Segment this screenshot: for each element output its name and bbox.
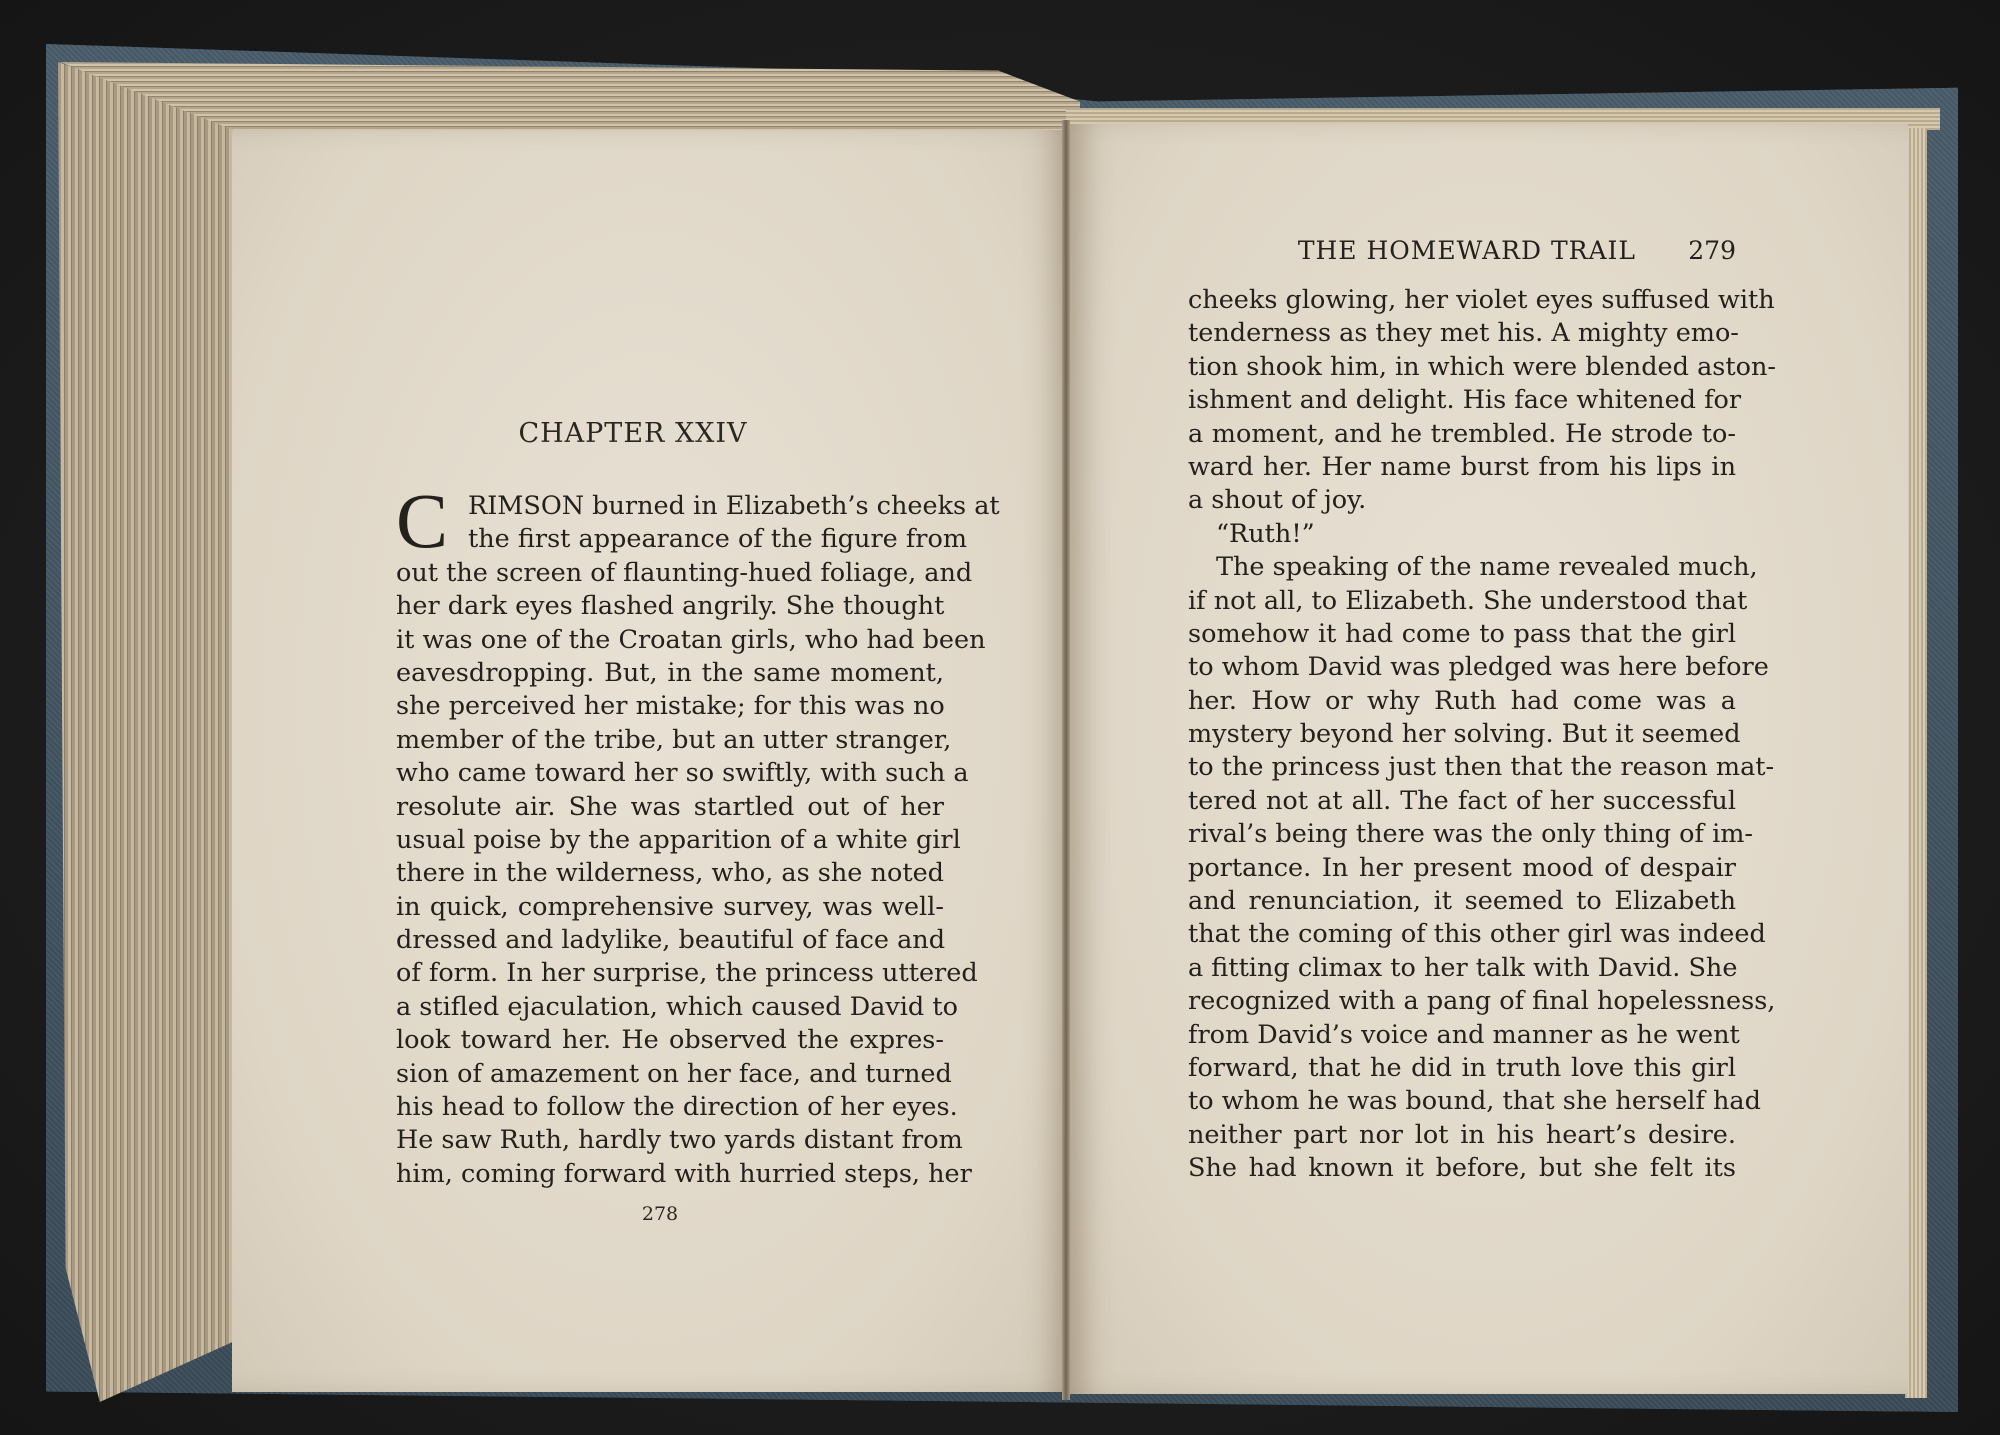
text-line: He saw Ruth, hardly two yards distant from [396,1125,963,1156]
text-line: a moment, and he trembled. He strode to- [1188,418,1736,449]
text-line: and renunciation, it seemed to Elizabeth [1188,886,1736,917]
text-line: a fitting climax to her talk with David. She [1188,952,1738,983]
text-line: from David’s voice and manner as he went [1188,1019,1740,1050]
drop-cap: C [396,477,449,564]
text-line: rival’s being there was the only thing of im- [1188,819,1754,850]
text-line: of form. In her surprise, the princess uttered [396,958,978,989]
text-line: it was one of the Croatan girls, who had been [396,624,986,655]
text-line: ward her. Her name burst from his lips in [1188,451,1736,482]
text-line: to the princess just then that the reason mat- [1188,752,1775,783]
text-line: She had known it before, but she felt its [1188,1153,1736,1184]
text-line: usual poise by the apparition of a white girl [396,824,961,855]
text-line: out the screen of flaunting-hued foliage, and [396,557,973,588]
text-line: cheeks glowing, her violet eyes suffused with [1188,285,1775,315]
text-line: ishment and delight. His face whitened for [1188,385,1742,416]
text-line: to whom he was bound, that she herself had [1188,1086,1761,1117]
page-edges-left [58,62,248,1402]
right-page-text [1188,284,1776,1186]
text-line: who came toward her so swiftly, with such a [396,758,969,789]
text-line: look toward her. He observed the expres- [396,1025,944,1056]
page-edges-right [1905,128,1927,1398]
text-line: if not all, to Elizabeth. She understood that [1188,585,1748,616]
text-line: his head to follow the direction of her eyes. [396,1092,958,1123]
text-line: to whom David was pledged was here before [1188,652,1769,683]
text-line: sion of amazement on her face, and turned [396,1058,952,1089]
text-line: resolute air. She was startled out of her [396,791,944,822]
text-line: recognized with a pang of final hopelessness, [1188,986,1776,1017]
right-page-number: 279 [1688,236,1736,265]
text-line: somehow it had come to pass that the girl [1188,618,1736,649]
text-line: a stifled ejaculation, which caused David to [396,991,958,1022]
text-line: RIMSON burned in Elizabeth’s cheeks at [468,491,1000,521]
text-line: “Ruth!” [1216,518,1315,549]
text-line: there in the wilderness, who, as she noted [396,858,944,889]
text-line: a shout of joy. [1188,485,1367,516]
text-line: forward, that he did in truth love this girl [1188,1052,1736,1083]
left-page-number: 278 [641,1203,679,1225]
text-line: neither part nor lot in his heart’s desire. [1188,1119,1736,1150]
running-head-title: THE HOMEWARD TRAIL [1297,236,1636,265]
text-line: tered not at all. The fact of her successful [1188,785,1736,816]
text-line: The speaking of the name revealed much, [1216,552,1758,583]
text-line: her dark eyes flashed angrily. She thought [396,591,945,622]
text-line: in quick, comprehensive survey, was well- [396,891,944,922]
text-line: she perceived her mistake; for this was no [396,691,945,722]
text-line: dressed and ladylike, beautiful of face and [396,925,946,956]
chapter-title: CHAPTER XXIV [518,418,748,449]
text-line: the first appearance of the figure from [468,524,968,555]
text-line: her. How or why Ruth had come was a [1188,685,1736,716]
text-line: portance. In her present mood of despair [1188,852,1736,883]
text-line: tenderness as they met his. A mighty emo- [1188,318,1739,349]
text-line: eavesdropping. But, in the same moment, [396,657,944,688]
text-line: that the coming of this other girl was indeed [1188,919,1766,950]
text-line: mystery beyond her solving. But it seemed [1188,719,1741,750]
left-page-text [396,490,1000,1191]
text-line: him, coming forward with hurried steps, her [396,1158,972,1189]
text-line: tion shook him, in which were blended aston- [1188,351,1776,382]
text-line: member of the tribe, but an utter stranger, [396,724,952,755]
book-gutter [1062,120,1070,1400]
